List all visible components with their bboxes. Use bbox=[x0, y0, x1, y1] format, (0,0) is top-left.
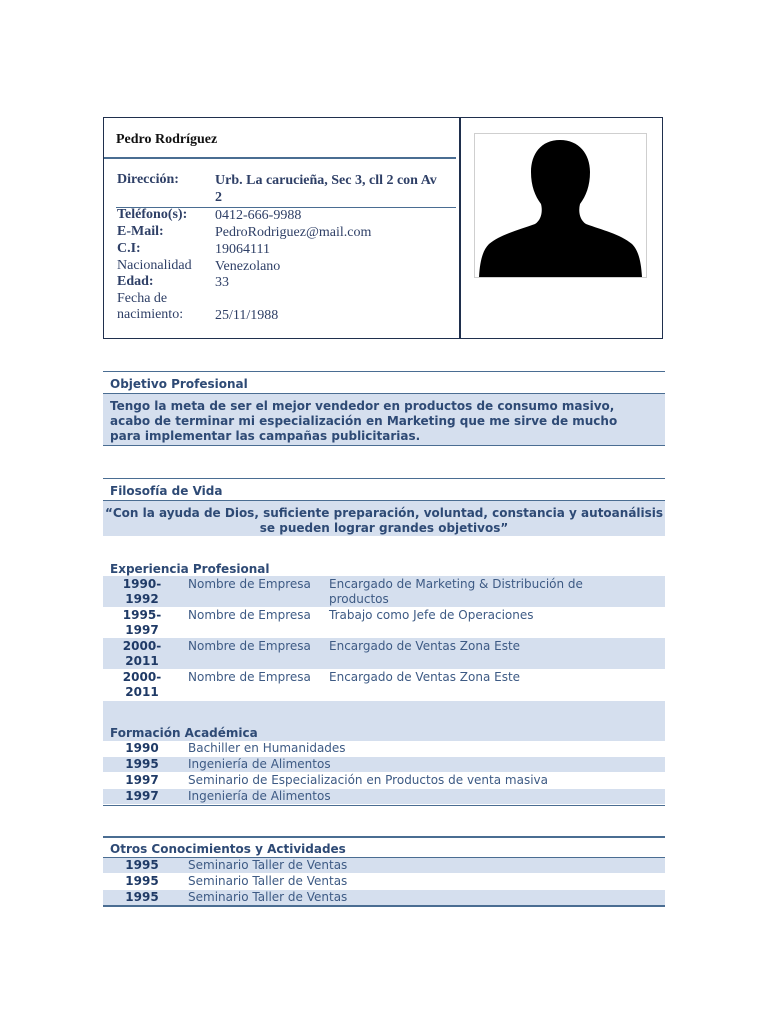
other-top-rule bbox=[103, 836, 665, 838]
philosophy-title: Filosofía de Vida bbox=[110, 484, 223, 498]
address-value: Urb. La carucieña, Sec 3, cll 2 con Av 2 bbox=[215, 173, 437, 205]
experience-years: 2000- 2011 bbox=[122, 639, 162, 668]
education-item: Bachiller en Humanidades bbox=[188, 741, 346, 755]
nationality-label: Nacionalidad bbox=[117, 258, 192, 273]
philosophy-top-rule bbox=[103, 478, 665, 479]
birth-label-line2: nacimiento: bbox=[117, 307, 184, 322]
candidate-name: Pedro Rodríguez bbox=[116, 132, 218, 147]
experience-row bbox=[103, 576, 665, 607]
philosophy-quote: “Con la ayuda de Dios, suficiente preparación, voluntad, constancia y autoanálisis se pueden lograr grandes objetivos” bbox=[104, 506, 664, 535]
other-item: Seminario Taller de Ventas bbox=[188, 874, 348, 888]
experience-company: Nombre de Empresa bbox=[188, 577, 311, 591]
education-item: Ingeniería de Alimentos bbox=[188, 757, 331, 771]
phone-value: 0412-666-9988 bbox=[215, 208, 302, 223]
experience-role: Encargado de Marketing & Distribución de productos bbox=[329, 577, 583, 606]
experience-company: Nombre de Empresa bbox=[188, 639, 311, 653]
education-row bbox=[103, 789, 665, 804]
other-item: Seminario Taller de Ventas bbox=[188, 890, 348, 904]
other-row bbox=[103, 858, 665, 873]
experience-row bbox=[103, 669, 665, 700]
experience-title: Experiencia Profesional bbox=[110, 562, 270, 576]
other-title: Otros Conocimientos y Actividades bbox=[110, 842, 346, 856]
education-row bbox=[103, 741, 665, 756]
other-year: 1995 bbox=[125, 858, 159, 872]
other-row bbox=[103, 890, 665, 905]
address-label: Dirección: bbox=[117, 172, 179, 187]
experience-role: Encargado de Ventas Zona Este bbox=[329, 639, 521, 653]
education-year: 1997 bbox=[125, 789, 159, 803]
objective-title: Objetivo Profesional bbox=[110, 377, 248, 391]
education-item: Ingeniería de Alimentos bbox=[188, 789, 331, 803]
phone-label: Teléfono(s): bbox=[117, 207, 188, 222]
name-divider bbox=[104, 157, 456, 159]
education-row bbox=[103, 773, 665, 788]
objective-top-rule bbox=[103, 371, 665, 372]
silhouette-icon bbox=[475, 134, 646, 277]
education-title: Formación Académica bbox=[110, 726, 258, 740]
birth-label-line1: Fecha de bbox=[117, 291, 168, 306]
ci-label: C.I: bbox=[117, 241, 141, 256]
education-row bbox=[103, 757, 665, 772]
other-row bbox=[103, 874, 665, 889]
experience-role: Trabajo como Jefe de Operaciones bbox=[329, 608, 534, 622]
other-item: Seminario Taller de Ventas bbox=[188, 858, 348, 872]
ci-value: 19064111 bbox=[215, 242, 270, 257]
education-year: 1995 bbox=[125, 757, 159, 771]
other-bottom-rule bbox=[103, 905, 665, 907]
profile-photo bbox=[474, 133, 647, 278]
experience-company: Nombre de Empresa bbox=[188, 670, 311, 684]
experience-years: 1990- 1992 bbox=[122, 577, 162, 606]
objective-text: Tengo la meta de ser el mejor vendedor en productos de consumo masivo, acabo de terminar mi especialización en Marketing que me sirve de mucho para implementar las campañas publicitarias. bbox=[110, 399, 618, 443]
experience-row bbox=[103, 638, 665, 669]
email-label: E-Mail: bbox=[117, 224, 164, 239]
education-year: 1997 bbox=[125, 773, 159, 787]
personal-info-box bbox=[103, 117, 663, 339]
objective-bottom-rule bbox=[103, 445, 665, 446]
experience-company: Nombre de Empresa bbox=[188, 608, 311, 622]
experience-years: 1995- 1997 bbox=[122, 608, 162, 637]
experience-row bbox=[103, 607, 665, 638]
personal-info-panel bbox=[104, 118, 461, 338]
other-year: 1995 bbox=[125, 874, 159, 888]
age-label: Edad: bbox=[117, 274, 154, 289]
experience-role: Encargado de Ventas Zona Este bbox=[329, 670, 521, 684]
other-year: 1995 bbox=[125, 890, 159, 904]
nationality-value: Venezolano bbox=[215, 259, 281, 274]
email-value: PedroRodriguez@mail.com bbox=[215, 225, 372, 240]
education-item: Seminario de Especialización en Productos de venta masiva bbox=[188, 773, 548, 787]
birth-value: 25/11/1988 bbox=[215, 308, 279, 323]
education-bottom-rule bbox=[103, 805, 665, 806]
age-value: 33 bbox=[215, 275, 229, 290]
experience-years: 2000- 2011 bbox=[122, 670, 162, 699]
education-year: 1990 bbox=[125, 741, 159, 755]
